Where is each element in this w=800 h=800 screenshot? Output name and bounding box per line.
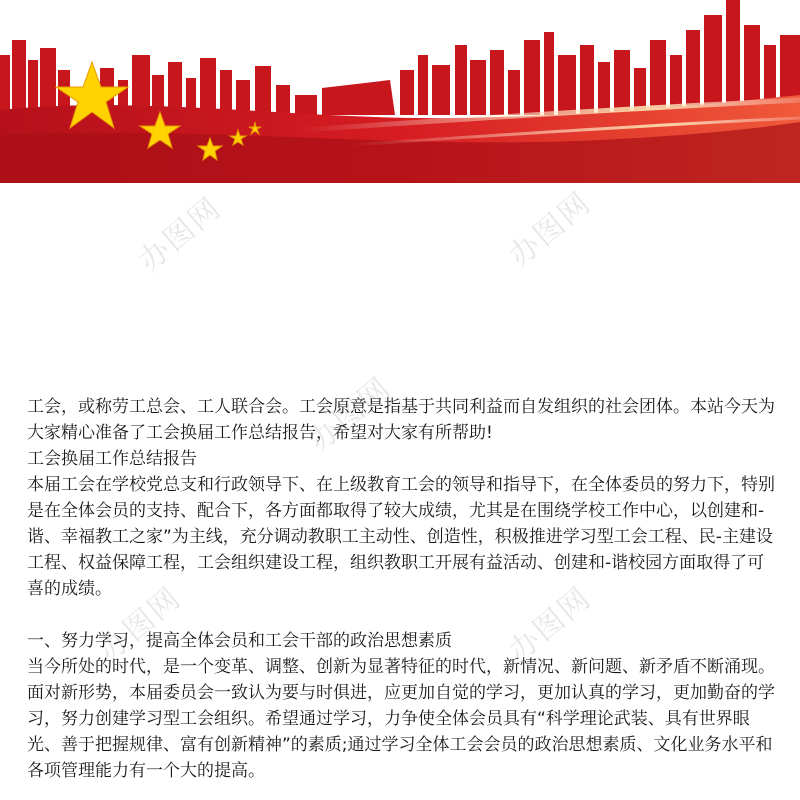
article-title: 工会换届工作总结报告	[27, 449, 197, 469]
watermark: 办图网	[132, 190, 229, 279]
intro-paragraph: 工会，或称劳工总会、工人联合会。工会原意是指基于共同利益而自发组织的社会团体。本站今天为大家精心准备了工会换届工作总结报告，希望对大家有所帮助!	[27, 397, 775, 443]
section-heading: 一、努力学习，提高全体会员和工会干部的政治思想素质	[27, 631, 452, 651]
body-paragraph: 当今所处的时代，是一个变革、调整、创新为显著特征的时代，新情况、新问题、新矛盾不断涌现。面对新形势，本届委员会一致认为要与时俱进，应更加自觉的学习，更加认真的学习，更加勤奋的学习，努力创建学习型工会组织。希望通过学习，力争使全体会员具有“科学理论武装、具有世界眼光、善于把握规律、富有创新精神”的素质;通过学习全体工会会员的政治思想素质、文化业务水平和各项管理能力有一个大的提高。	[27, 657, 775, 781]
watermark: 办图网	[502, 185, 599, 274]
watermark: 办图网	[92, 580, 189, 669]
watermark: 办图网	[302, 370, 399, 459]
article-body	[27, 394, 777, 784]
watermark: 办图网	[502, 580, 599, 669]
body-paragraph: 本届工会在学校党总支和行政领导下、在上级教育工会的领导和指导下，在全体委员的努力下，特别是在全体会员的支持、配合下，各方面都取得了较大成绩，尤其是在围绕学校工作中心，以创建和-谐、幸福教工之家”为主线，充分调动教职工主动性、创造性，积极推进学习型工会工程、民-主建设工程、权益保障工程，工会组织建设工程，组织教职工开展有益活动、创建和-谐校园方面取得了可喜的成绩。	[27, 475, 775, 599]
city-skyline-illustration	[0, 0, 800, 185]
header-banner	[0, 0, 800, 185]
